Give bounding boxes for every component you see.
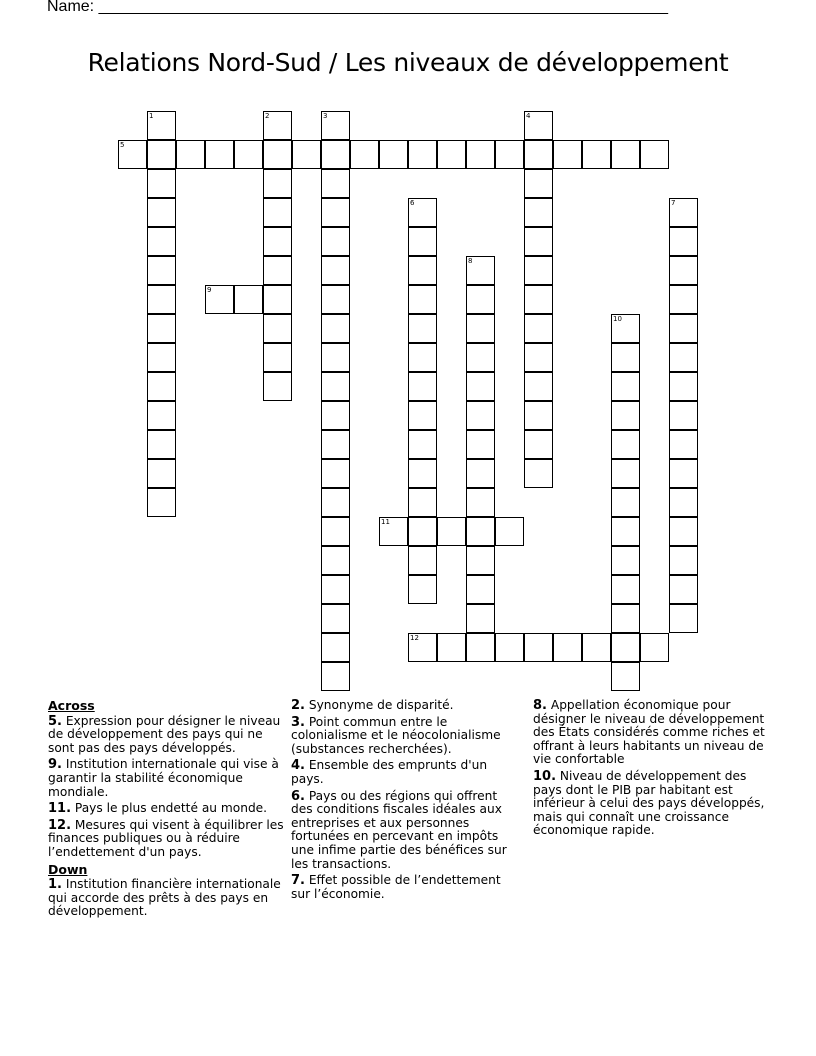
grid-cell[interactable] [669, 372, 698, 401]
clue-text: Ensemble des emprunts d'un pays. [291, 758, 488, 786]
grid-cell[interactable] [524, 343, 553, 372]
clue-text: Mesures qui visent à équilibrer les finances publiques ou à réduire l’endettement d'un pays. [48, 817, 284, 859]
grid-cell[interactable] [321, 604, 350, 633]
grid-cell[interactable] [321, 314, 350, 343]
clue-number: 5. [48, 713, 62, 729]
grid-cell[interactable] [147, 401, 176, 430]
clue-text: Institution financière internationale qui accorde des prêts à des pays en développement. [48, 877, 281, 919]
grid-cell[interactable] [408, 140, 437, 169]
grid-cell[interactable] [466, 459, 495, 488]
clue-number-label: 11 [381, 518, 390, 526]
grid-cell[interactable] [350, 140, 379, 169]
clue-number: 1. [48, 877, 62, 893]
clue-number-label: 6 [410, 199, 415, 207]
grid-cell[interactable] [147, 430, 176, 459]
grid-cell[interactable] [147, 314, 176, 343]
grid-cell[interactable] [379, 140, 408, 169]
grid-cell[interactable] [524, 111, 553, 140]
grid-cell[interactable] [611, 517, 640, 546]
grid-cell[interactable] [234, 285, 263, 314]
grid-cell[interactable] [611, 488, 640, 517]
grid-cell[interactable] [321, 662, 350, 691]
grid-cell[interactable] [321, 372, 350, 401]
grid-cell[interactable] [321, 227, 350, 256]
grid-cell[interactable] [147, 488, 176, 517]
grid-cell[interactable] [321, 575, 350, 604]
grid-cell[interactable] [611, 633, 640, 662]
grid-cell[interactable] [408, 517, 437, 546]
grid-cell[interactable] [263, 227, 292, 256]
grid-cell[interactable] [408, 256, 437, 285]
down-heading: Down [48, 861, 88, 877]
grid-cell[interactable] [321, 430, 350, 459]
clue-down-10 [533, 770, 769, 838]
grid-cell[interactable] [669, 198, 698, 227]
grid-cell[interactable] [669, 401, 698, 430]
grid-cell[interactable] [669, 227, 698, 256]
grid-cell[interactable] [321, 546, 350, 575]
grid-cell[interactable] [408, 285, 437, 314]
grid-cell[interactable] [147, 169, 176, 198]
grid-cell[interactable] [466, 517, 495, 546]
clue-number: 10. [533, 768, 557, 784]
grid-cell[interactable] [205, 140, 234, 169]
grid-cell[interactable] [321, 111, 350, 140]
grid-cell[interactable] [147, 285, 176, 314]
grid-cell[interactable] [466, 285, 495, 314]
clue-down-4 [291, 759, 521, 786]
grid-cell[interactable] [611, 430, 640, 459]
grid-cell[interactable] [669, 459, 698, 488]
grid-cell[interactable] [321, 256, 350, 285]
grid-cell[interactable] [147, 111, 176, 140]
grid-cell[interactable] [408, 459, 437, 488]
grid-cell[interactable] [582, 140, 611, 169]
grid-cell[interactable] [263, 285, 292, 314]
grid-cell[interactable] [205, 285, 234, 314]
grid-cell[interactable] [263, 256, 292, 285]
grid-cell[interactable] [408, 546, 437, 575]
grid-cell[interactable] [408, 633, 437, 662]
grid-cell[interactable] [408, 372, 437, 401]
clue-text: Institution internationale qui vise à garantir la stabilité économique mondiale. [48, 757, 279, 799]
clue-number-label: 1 [149, 112, 154, 120]
grid-cell[interactable] [524, 285, 553, 314]
clue-across-11 [48, 802, 284, 816]
grid-cell[interactable] [408, 227, 437, 256]
clue-number-label: 9 [207, 286, 212, 294]
grid-cell[interactable] [611, 140, 640, 169]
grid-cell[interactable] [321, 459, 350, 488]
grid-cell[interactable] [321, 488, 350, 517]
grid-cell[interactable] [524, 430, 553, 459]
clue-number-label: 8 [468, 257, 473, 265]
clue-number: 2. [291, 698, 305, 713]
grid-cell[interactable] [669, 314, 698, 343]
grid-cell[interactable] [408, 314, 437, 343]
grid-cell[interactable] [321, 140, 350, 169]
grid-cell[interactable] [321, 517, 350, 546]
grid-cell[interactable] [553, 140, 582, 169]
clue-number-label: 4 [526, 112, 531, 120]
grid-cell[interactable] [321, 198, 350, 227]
grid-cell[interactable] [524, 633, 553, 662]
grid-cell[interactable] [611, 546, 640, 575]
clue-number-label: 12 [410, 634, 419, 642]
grid-cell[interactable] [466, 546, 495, 575]
grid-cell[interactable] [466, 372, 495, 401]
clue-number-label: 2 [265, 112, 270, 120]
grid-cell[interactable] [669, 517, 698, 546]
clue-number: 8. [533, 698, 547, 713]
grid-cell[interactable] [640, 140, 669, 169]
grid-cell[interactable] [466, 633, 495, 662]
grid-cell[interactable] [437, 517, 466, 546]
clue-text: Expression pour désigner le niveau de développement des pays qui ne sont pas des pays développés. [48, 713, 281, 755]
grid-cell[interactable] [147, 140, 176, 169]
grid-cell[interactable] [524, 372, 553, 401]
grid-cell[interactable] [524, 198, 553, 227]
grid-cell[interactable] [495, 517, 524, 546]
grid-cell[interactable] [263, 169, 292, 198]
clue-down-3 [291, 716, 521, 757]
grid-cell[interactable] [466, 575, 495, 604]
grid-cell[interactable] [321, 285, 350, 314]
name-field: Name: ________________________________________________________________ [47, 0, 669, 15]
grid-cell[interactable] [147, 227, 176, 256]
grid-cell[interactable] [524, 314, 553, 343]
grid-cell[interactable] [234, 140, 263, 169]
grid-cell[interactable] [611, 604, 640, 633]
grid-cell[interactable] [611, 459, 640, 488]
grid-cell[interactable] [611, 662, 640, 691]
grid-cell[interactable] [118, 140, 147, 169]
clue-down-8 [533, 699, 769, 767]
clue-across-5 [48, 715, 284, 756]
clue-number: 7. [291, 873, 305, 889]
grid-cell[interactable] [466, 604, 495, 633]
grid-cell[interactable] [611, 372, 640, 401]
clues-column-3 [533, 699, 769, 841]
grid-cell[interactable] [147, 343, 176, 372]
grid-cell[interactable] [147, 198, 176, 227]
grid-cell[interactable] [669, 575, 698, 604]
grid-cell[interactable] [263, 372, 292, 401]
clue-number-label: 3 [323, 112, 328, 120]
clue-number-label: 5 [120, 141, 125, 149]
grid-cell[interactable] [524, 459, 553, 488]
grid-cell[interactable] [495, 633, 524, 662]
grid-cell[interactable] [611, 401, 640, 430]
grid-cell[interactable] [263, 111, 292, 140]
clue-number: 9. [48, 757, 62, 773]
grid-cell[interactable] [263, 314, 292, 343]
grid-cell[interactable] [321, 169, 350, 198]
clue-text: Point commun entre le colonialisme et le néocolonialisme (substances recherchées). [291, 714, 501, 756]
clue-across-12 [48, 819, 284, 860]
grid-cell[interactable] [611, 314, 640, 343]
clue-text: Appellation économique pour désigner le niveau de développement des États considérés comme riches et offrant à leurs habitants un niveau de vie confortable [533, 698, 765, 767]
grid-cell[interactable] [640, 633, 669, 662]
grid-cell[interactable] [408, 430, 437, 459]
grid-cell[interactable] [611, 343, 640, 372]
grid-cell[interactable] [553, 633, 582, 662]
grid-cell[interactable] [669, 430, 698, 459]
grid-cell[interactable] [437, 633, 466, 662]
grid-cell[interactable] [466, 430, 495, 459]
clue-number: 11. [48, 801, 72, 817]
clue-text: Effet possible de l’endettement sur l’économie. [291, 873, 501, 901]
grid-cell[interactable] [524, 140, 553, 169]
clue-number: 12. [48, 817, 72, 833]
grid-cell[interactable] [379, 517, 408, 546]
grid-cell[interactable] [524, 401, 553, 430]
grid-cell[interactable] [466, 314, 495, 343]
clue-text: Pays le plus endetté au monde. [74, 801, 268, 816]
grid-cell[interactable] [408, 343, 437, 372]
grid-cell[interactable] [147, 372, 176, 401]
grid-cell[interactable] [437, 140, 466, 169]
across-heading: Across [48, 698, 95, 713]
grid-cell[interactable] [669, 488, 698, 517]
clue-down-1 [48, 878, 284, 919]
grid-cell[interactable] [466, 256, 495, 285]
grid-cell[interactable] [147, 256, 176, 285]
clue-down-6 [291, 790, 521, 872]
clues-column-2 [291, 699, 521, 904]
grid-cell[interactable] [408, 488, 437, 517]
grid-cell[interactable] [582, 633, 611, 662]
clue-across-9 [48, 758, 284, 799]
grid-cell[interactable] [321, 343, 350, 372]
grid-cell[interactable] [408, 575, 437, 604]
clue-down-7 [291, 874, 521, 901]
clue-text: Pays ou des régions qui offrent des conditions fiscales idéales aux entreprises et aux personnes fortunées en percevant en impôts une infime partie des bénéfices sur les transactions. [291, 788, 507, 871]
grid-cell[interactable] [524, 169, 553, 198]
grid-cell[interactable] [466, 488, 495, 517]
grid-cell[interactable] [669, 343, 698, 372]
grid-cell[interactable] [524, 256, 553, 285]
grid-cell[interactable] [408, 198, 437, 227]
grid-cell[interactable] [147, 459, 176, 488]
grid-cell[interactable] [292, 140, 321, 169]
grid-cell[interactable] [321, 401, 350, 430]
clue-number-label: 10 [613, 315, 622, 323]
clue-number: 3. [291, 714, 305, 730]
grid-cell[interactable] [321, 633, 350, 662]
clue-text: Synonyme de disparité. [308, 698, 454, 712]
grid-cell[interactable] [669, 546, 698, 575]
grid-cell[interactable] [176, 140, 205, 169]
clue-number: 6. [291, 788, 305, 804]
grid-cell[interactable] [263, 140, 292, 169]
grid-cell[interactable] [466, 140, 495, 169]
clue-text: Niveau de développement des pays dont le PIB par habitant est inférieur à celui des pays développés, mais qui connaît une croissance économique rapide. [533, 768, 765, 838]
grid-cell[interactable] [466, 343, 495, 372]
grid-cell[interactable] [466, 401, 495, 430]
grid-cell[interactable] [495, 140, 524, 169]
grid-cell[interactable] [669, 256, 698, 285]
page-title: Relations Nord-Sud / Les niveaux de développement [87, 48, 729, 77]
clues-column-1 [48, 699, 284, 922]
grid-cell[interactable] [611, 575, 640, 604]
grid-cell[interactable] [263, 198, 292, 227]
clue-down-2 [291, 699, 521, 713]
grid-cell[interactable] [408, 401, 437, 430]
grid-cell[interactable] [524, 227, 553, 256]
grid-cell[interactable] [263, 343, 292, 372]
clue-number: 4. [291, 758, 305, 774]
clue-number-label: 7 [671, 199, 676, 207]
grid-cell[interactable] [669, 604, 698, 633]
grid-cell[interactable] [669, 285, 698, 314]
